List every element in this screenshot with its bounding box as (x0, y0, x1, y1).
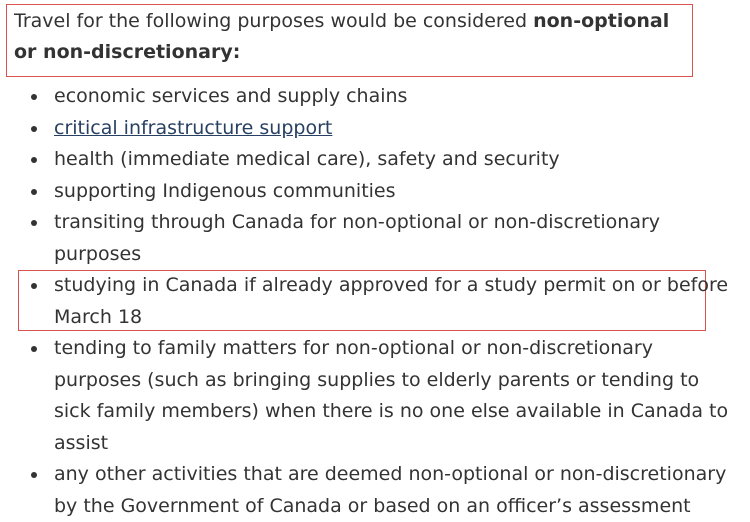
intro-text: Travel for the following purposes would be considered (14, 10, 534, 32)
bullet-icon (31, 94, 37, 100)
bullet-icon (31, 220, 37, 226)
list-item-text: transiting through Canada for non-optional or non-discretionary purposes (54, 211, 661, 265)
intro-paragraph (14, 6, 684, 68)
list-item (0, 144, 730, 176)
bullet-icon (31, 472, 37, 478)
list-item (0, 176, 730, 208)
critical-infrastructure-link[interactable]: critical infrastructure support (54, 116, 333, 139)
list-item-text: tending to family matters for non-optional or non-discretionary purposes (such as bringing supplies to elderly parents or tending to sick family members) when there is no one else available in Canada to assist (54, 337, 729, 454)
list-item-text: economic services and supply chains (54, 85, 408, 107)
list-item (0, 270, 730, 333)
list-item (0, 81, 730, 113)
purpose-list (0, 81, 730, 522)
list-item-text: health (immediate medical care), safety and security (54, 148, 560, 170)
list-item (0, 207, 730, 270)
bullet-icon (31, 189, 37, 195)
list-item-text: supporting Indigenous communities (54, 179, 396, 202)
list-item (0, 333, 730, 459)
intro-bold-text: non-optional or non-discretionary: (14, 10, 670, 63)
bullet-icon (31, 126, 37, 132)
list-item (0, 459, 730, 522)
bullet-icon (31, 283, 37, 289)
list-item (0, 113, 730, 145)
list-item-text: any other activities that are deemed non-optional or non-discretionary by the Government of Canada or based on an officer’s assessment (54, 463, 727, 517)
list-item-text: studying in Canada if already approved for a study permit on or before March 18 (54, 274, 729, 328)
bullet-icon (31, 346, 37, 352)
bullet-icon (31, 157, 37, 163)
